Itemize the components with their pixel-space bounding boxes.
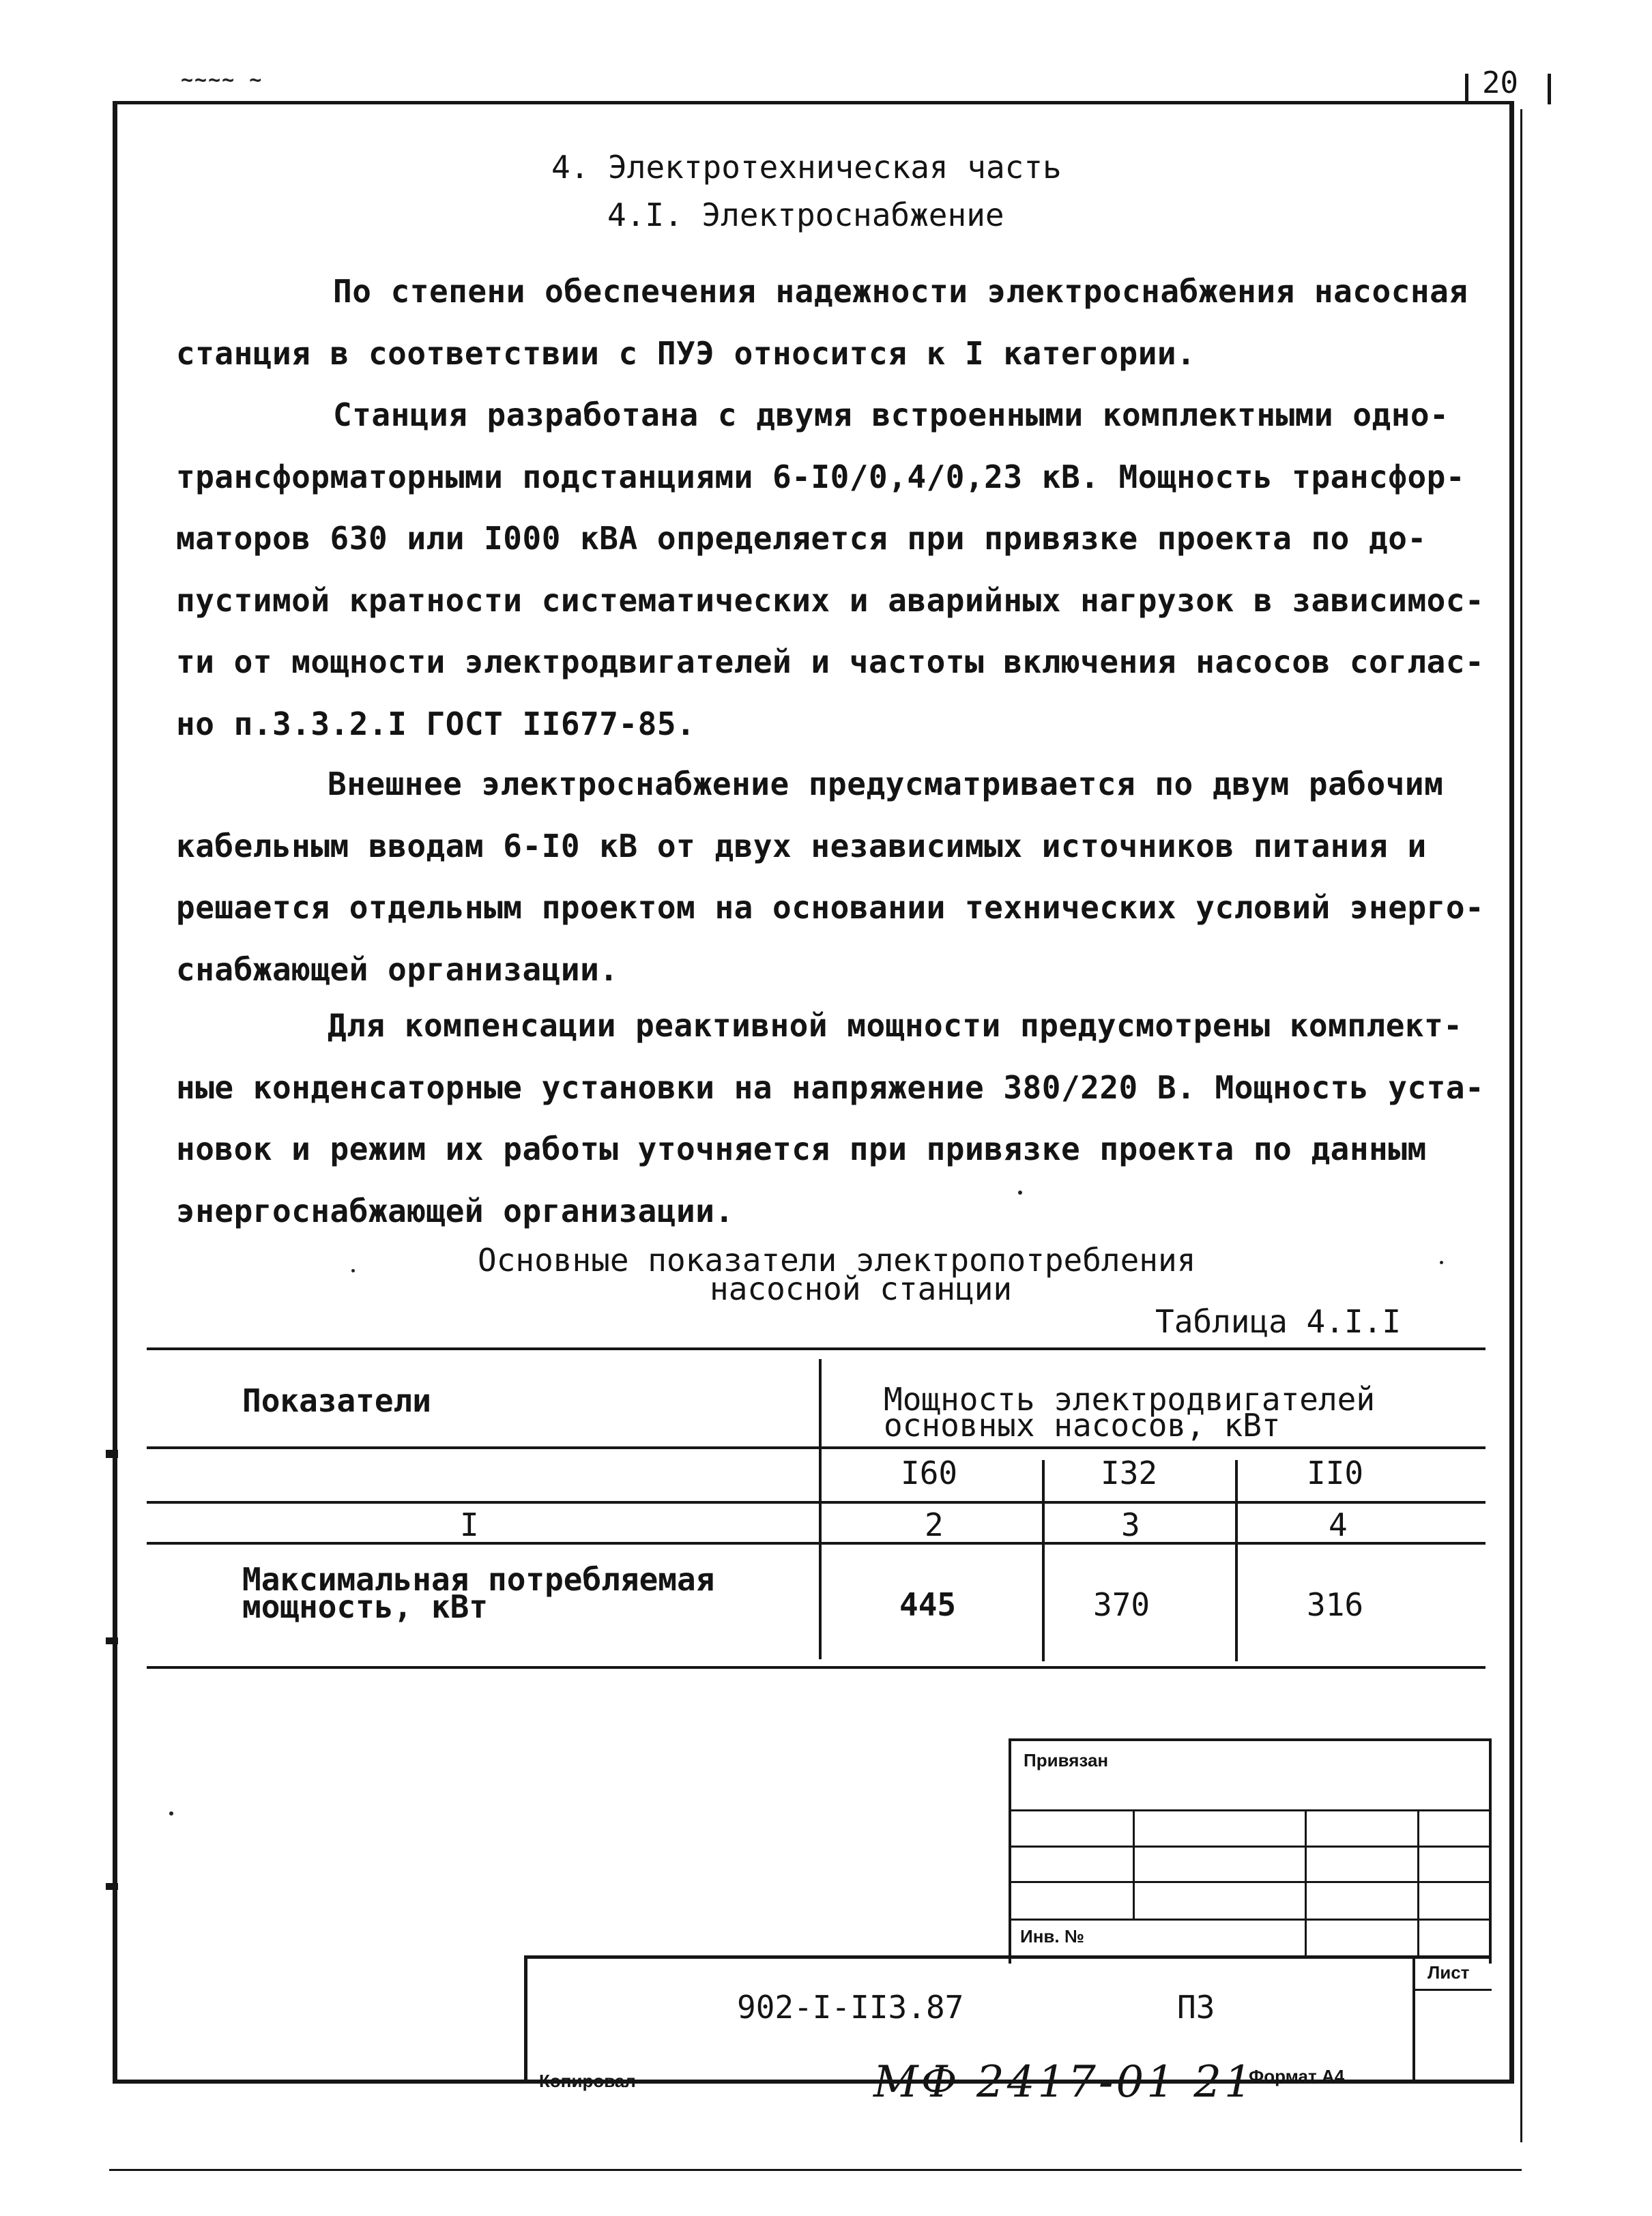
paragraph-line: новок и режим их работы уточняется при привязке проекта по данным [176,1131,1427,1167]
table-subheader-rule [147,1501,1486,1504]
table-group-header-line2: основных насосов, кВт [884,1407,1281,1444]
table-header-rule [147,1446,1486,1449]
corner-label-right-tick [1548,74,1551,104]
table-cell-value: 445 [899,1586,957,1623]
paragraph-line: станция в соответствии с ПУЭ относится к I категории. [176,334,1196,372]
title-block-main-top [524,1955,1492,1959]
corner-label-left-tick [1465,74,1468,104]
title-block-grid-v [1305,1811,1307,1956]
table-group-header-line1: Мощность электродвигателей [884,1381,1376,1418]
title-block-main-left [524,1955,527,2082]
table-numbers-rule [147,1542,1486,1545]
paragraph-compensation [176,995,1493,1242]
top-left-clipped-mark: ~~~~ ~ [181,68,263,92]
paragraph-line: По степени обеспечения надежности электроснабжения насосная [333,273,1468,310]
table-cell-value: 316 [1307,1586,1364,1623]
paragraph-external-supply [176,753,1493,1000]
title-block-sheet-rule [1412,1989,1492,1991]
table-col-header-indicators: Показатели [242,1382,431,1419]
table-col-divider [1235,1460,1238,1661]
table-col-divider [819,1359,822,1659]
handwritten-archive-number: МФ 2417-01 21 [873,2057,1255,2108]
table-row-label-line2: мощность, кВт [242,1588,489,1625]
title-block-sheet-divider [1412,1955,1415,2082]
margin-tick [106,1450,118,1458]
table-col-number: 3 [1121,1506,1140,1543]
frame-right-border-outer [1520,109,1522,2142]
paper-format-label: Формат А4 [1249,2066,1345,2086]
table-col-number: I [460,1506,479,1543]
margin-tick [106,1883,118,1890]
frame-top-border [113,101,1511,104]
subsection-heading: 4.I. Электроснабжение [607,196,1004,233]
frame-right-border [1509,101,1514,2083]
scan-speck [1018,1191,1022,1195]
margin-tick [106,1637,118,1644]
title-block-attach-top [1009,1738,1492,1741]
paragraph-line: ти от мощности электродвигателей и частоты включения насосов соглас- [176,643,1485,680]
table-caption-line2: насосной станции [710,1270,1013,1307]
scan-speck [351,1269,355,1272]
sheet-corner-number: 20 [1482,65,1518,100]
table-subheader-cell: II0 [1307,1455,1364,1491]
paragraph-reliability [176,261,1493,384]
paragraph-substations [176,384,1493,755]
paragraph-line: снабжающей организации. [176,950,619,988]
title-block-grid-v [1417,1811,1419,1956]
paragraph-line: энергоснабжающей организации. [176,1192,734,1229]
frame-left-border [113,101,117,2083]
copied-by-label: Копировал [539,2071,636,2091]
title-block-grid-v [1133,1811,1135,1919]
table-bottom-rule [147,1666,1486,1669]
table-col-number: 4 [1329,1506,1348,1543]
table-cell-value: 370 [1093,1586,1150,1623]
paragraph-line: пустимой кратности систематических и аварийных нагрузок в зависимос- [176,581,1485,619]
attached-label: Привязан [1024,1750,1109,1770]
table-caption-line1: Основные показатели электропотребления [478,1242,1196,1279]
table-subheader-cell: I60 [901,1455,958,1491]
paragraph-line: Внешнее электроснабжение предусматривается по двум рабочим [328,766,1444,802]
section-heading: 4. Электротехническая часть [551,149,1062,186]
paragraph-line: маторов 630 или I000 кВА определяется при привязке проекта по до- [176,520,1427,557]
page-bottom-rule [109,2169,1522,2171]
paragraph-line: Станция разработана с двумя встроенными комплектными одно- [333,396,1449,433]
paragraph-line: но п.3.3.2.I ГОСТ II677-85. [176,705,696,742]
title-block-attach-right [1489,1738,1492,1964]
table-subheader-cell: I32 [1101,1455,1158,1491]
table-top-rule [147,1347,1486,1350]
paragraph-line: решается отдельным проектом на основании технических условий энерго- [176,889,1485,926]
inventory-number-label: Инв. № [1020,1926,1084,1947]
document-type: ПЗ [1177,1989,1215,2026]
scan-speck [169,1811,173,1816]
paragraph-line: ные конденсаторные установки на напряжение 380/220 В. Мощность уста- [176,1068,1485,1106]
title-block-attach-left [1009,1738,1011,1964]
sheet-label: Лист [1428,1962,1470,1983]
table-number-label: Таблица 4.I.I [1155,1303,1402,1340]
table-col-divider [1042,1460,1045,1661]
paragraph-line: кабельным вводам 6-I0 кВ от двух независимых источников питания и [176,827,1427,864]
paragraph-line: Для компенсации реактивной мощности предусмотрены комплект- [328,1007,1463,1044]
paragraph-line: трансформаторными подстанциями 6-I0/0,4/0,23 кВ. Мощность трансфор- [176,458,1466,495]
table-col-number: 2 [925,1506,944,1543]
scan-speck [1440,1261,1443,1264]
document-code: 902-I-II3.87 [737,1989,964,2026]
table-row-label-line1: Максимальная потребляемая [242,1561,715,1598]
